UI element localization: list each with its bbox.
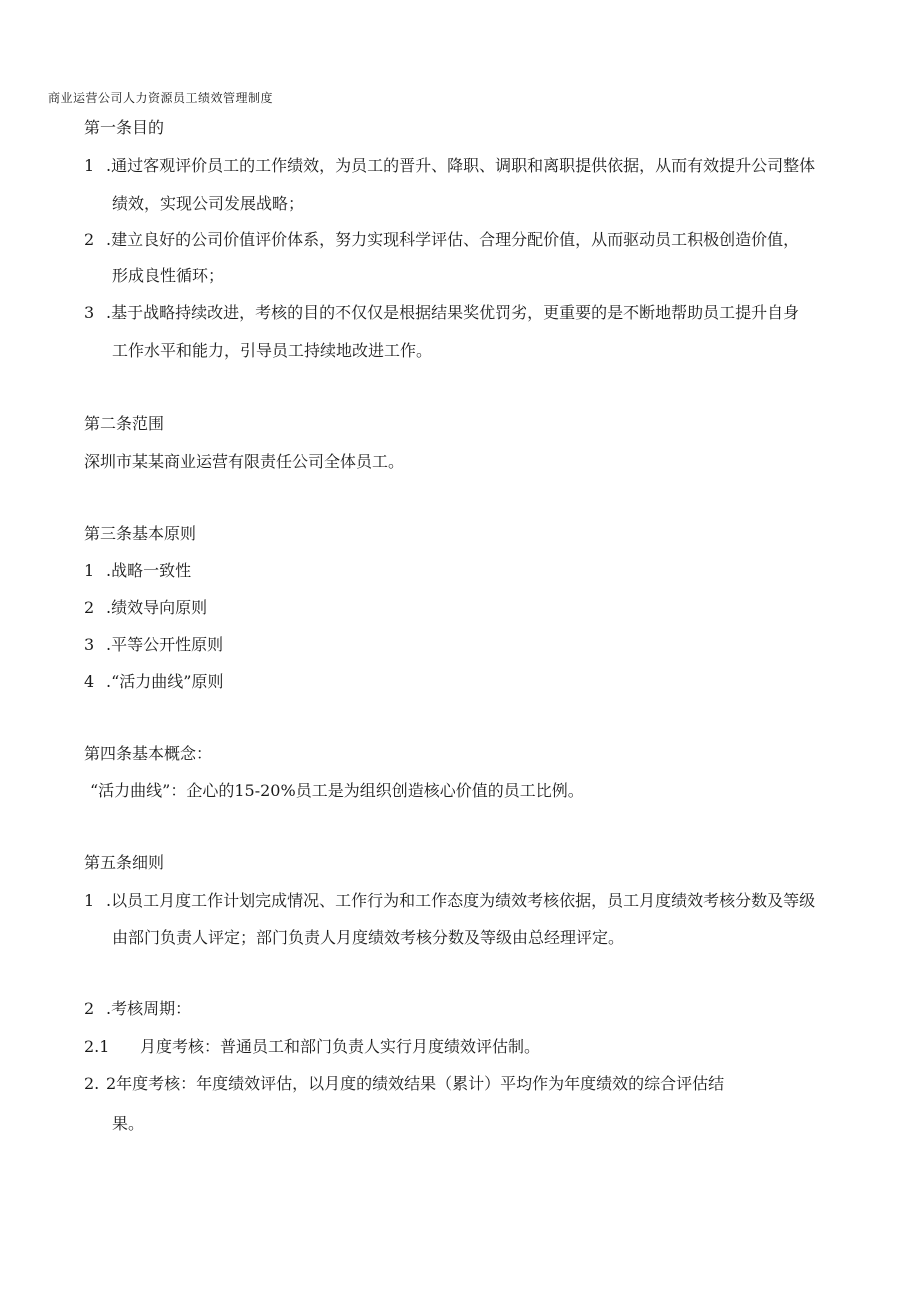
section-5-item-1-cont: 由部门负责人评定；部门负责人月度绩效考核分数及等级由总经理评定。 bbox=[112, 928, 625, 947]
item-text: .绩效导向原则 bbox=[106, 598, 208, 617]
section-5-item-1 bbox=[84, 891, 815, 911]
item-text: .建立良好的公司价值评价体系，努力实现科学评估、合理分配价值，从而驱动员工积极创造价值， bbox=[106, 230, 800, 249]
item-number: 3 bbox=[84, 635, 95, 654]
section-4-heading: 第四条基本概念： bbox=[84, 744, 213, 763]
section-2-heading: 第二条范围 bbox=[84, 414, 165, 433]
item-number: 1 bbox=[84, 891, 95, 910]
item-number: 4 bbox=[84, 672, 95, 691]
section-1-item-3-cont: 工作水平和能力，引导员工持续地改进工作。 bbox=[112, 341, 433, 360]
section-3-item-4 bbox=[84, 672, 223, 692]
item-number: 2. bbox=[84, 1074, 100, 1093]
section-3-item-1 bbox=[84, 561, 191, 581]
item-text: 月度考核：普通员工和部门负责人实行月度绩效评估制。 bbox=[140, 1037, 541, 1056]
section-3-item-2 bbox=[84, 598, 207, 618]
section-5-heading: 第五条细则 bbox=[84, 853, 165, 872]
section-1-item-1-cont: 绩效，实现公司发展战略； bbox=[112, 194, 305, 213]
item-text: .考核周期： bbox=[106, 999, 192, 1018]
item-text: .通过客观评价员工的工作绩效，为员工的晋升、降职、调职和离职提供依据，从而有效提升公司整体 bbox=[106, 156, 816, 175]
item-text: .基于战略持续改进，考核的目的不仅仅是根据结果奖优罚劣，更重要的是不断地帮助员工提升自身 bbox=[106, 303, 800, 322]
section-1-item-2 bbox=[84, 230, 799, 250]
section-4-text: “活力曲线”：企心的15-20%员工是为组织创造核心价值的员工比例。 bbox=[90, 781, 584, 800]
item-number: 1 bbox=[84, 561, 95, 580]
section-3-item-3 bbox=[84, 635, 223, 655]
item-text: .“活力曲线”原则 bbox=[106, 672, 224, 691]
section-1-item-1 bbox=[84, 156, 815, 176]
document-header: 商业运营公司人力资源员工绩效管理制度 bbox=[48, 91, 274, 105]
section-1-item-2-cont: 形成良性循环； bbox=[112, 266, 225, 285]
item-text: .以员工月度工作计划完成情况、工作行为和工作态度为绩效考核依据，员工月度绩效考核分数及等级 bbox=[106, 891, 816, 910]
section-5-sub-2-2 bbox=[84, 1074, 724, 1094]
item-number: 3 bbox=[84, 303, 95, 322]
item-text: .战略一致性 bbox=[106, 561, 192, 580]
section-5-item-2 bbox=[84, 999, 191, 1019]
section-5-sub-2-1 bbox=[84, 1037, 540, 1057]
item-text: 2年度考核：年度绩效评估，以月度的绩效结果（累计）平均作为年度绩效的综合评估结 bbox=[106, 1074, 725, 1093]
item-number: 2 bbox=[84, 230, 95, 249]
item-number: 1 bbox=[84, 156, 95, 175]
section-2-text: 深圳市某某商业运营有限责任公司全体员工。 bbox=[84, 452, 405, 471]
section-1-item-3 bbox=[84, 303, 799, 323]
item-number: 2 bbox=[84, 598, 95, 617]
item-number: 2 bbox=[84, 999, 95, 1018]
item-number: 2.1 bbox=[84, 1037, 110, 1056]
section-1-heading: 第一条目的 bbox=[84, 118, 165, 137]
item-text: .平等公开性原则 bbox=[106, 635, 224, 654]
section-3-heading: 第三条基本原则 bbox=[84, 524, 197, 543]
section-5-sub-2-2-cont: 果。 bbox=[112, 1114, 145, 1133]
